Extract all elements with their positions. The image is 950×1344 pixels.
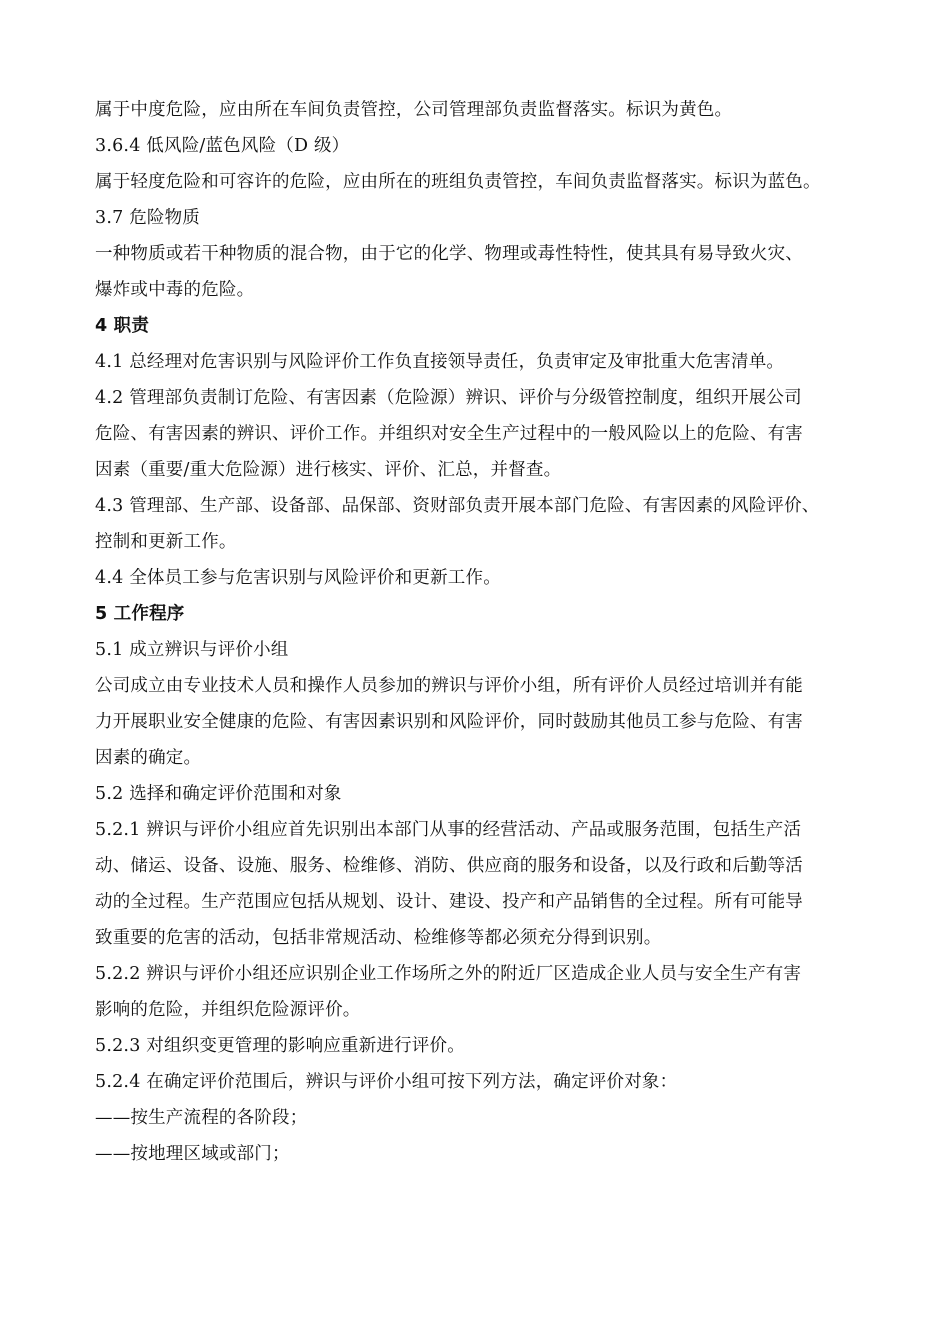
body-text-line: 5.2.2 辨识与评价小组还应识别企业工作场所之外的附近厂区造成企业人员与安全生产有害 (95, 964, 802, 984)
list-item: ——按地理区域或部门； (95, 1144, 290, 1164)
body-text-line: 4.2 管理部负责制订危险、有害因素（危险源）辨识、评价与分级管控制度，组织开展公司 (95, 388, 802, 408)
body-text-line: 爆炸或中毒的危险。 (95, 280, 255, 300)
body-text-line: 影响的危险，并组织危险源评价。 (95, 1000, 361, 1020)
body-text-line: 5.2.3 对组织变更管理的影响应重新进行评价。 (95, 1036, 465, 1056)
subsection-title: 5.2 选择和确定评价范围和对象 (95, 784, 342, 804)
body-text-line: 4.3 管理部、生产部、设备部、品保部、资财部负责开展本部门危险、有害因素的风险评价、 (95, 496, 820, 516)
body-text-line: 属于中度危险，应由所在车间负责管控，公司管理部负责监督落实。标识为黄色。 (95, 100, 733, 120)
body-text-line: 控制和更新工作。 (95, 532, 237, 552)
body-text-line: 5.2.4 在确定评价范围后，辨识与评价小组可按下列方法，确定评价对象： (95, 1072, 678, 1092)
body-text-line: 4.1 总经理对危害识别与风险评价工作负直接领导责任，负责审定及审批重大危害清单。 (95, 352, 785, 372)
subsection-title: 5.1 成立辨识与评价小组 (95, 640, 289, 660)
body-text-line: 危险、有害因素的辨识、评价工作。并组织对安全生产过程中的一般风险以上的危险、有害 (95, 424, 803, 444)
subsection-title: 3.7 危险物质 (95, 208, 200, 228)
body-text-line: 属于轻度危险和可容许的危险，应由所在的班组负责管控，车间负责监督落实。标识为蓝色。 (95, 172, 821, 192)
document-page (95, 92, 865, 1172)
list-item: ——按生产流程的各阶段； (95, 1108, 308, 1128)
body-text-line: 5.2.1 辨识与评价小组应首先识别出本部门从事的经营活动、产品或服务范围，包括生产活 (95, 820, 802, 840)
section-heading: 5 工作程序 (95, 604, 185, 624)
body-text-line: 力开展职业安全健康的危险、有害因素识别和风险评价，同时鼓励其他员工参与危险、有害 (95, 712, 803, 732)
body-text-line: 公司成立由专业技术人员和操作人员参加的辨识与评价小组，所有评价人员经过培训并有能 (95, 676, 803, 696)
body-text-line: 4.4 全体员工参与危害识别与风险评价和更新工作。 (95, 568, 501, 588)
section-heading: 4 职责 (95, 316, 150, 336)
body-text-line: 因素（重要/重大危险源）进行核实、评价、汇总，并督查。 (95, 460, 562, 480)
subsection-title: 3.6.4 低风险/蓝色风险（D 级） (95, 136, 350, 156)
body-text-line: 一种物质或若干种物质的混合物，由于它的化学、物理或毒性特性，使其具有易导致火灾、 (95, 244, 803, 264)
body-text-line: 致重要的危害的活动，包括非常规活动、检维修等都必须充分得到识别。 (95, 928, 662, 948)
body-text-line: 因素的确定。 (95, 748, 202, 768)
body-text-line: 动的全过程。生产范围应包括从规划、设计、建设、投产和产品销售的全过程。所有可能导 (95, 892, 803, 912)
body-text-line: 动、储运、设备、设施、服务、检维修、消防、供应商的服务和设备，以及行政和后勤等活 (95, 856, 803, 876)
